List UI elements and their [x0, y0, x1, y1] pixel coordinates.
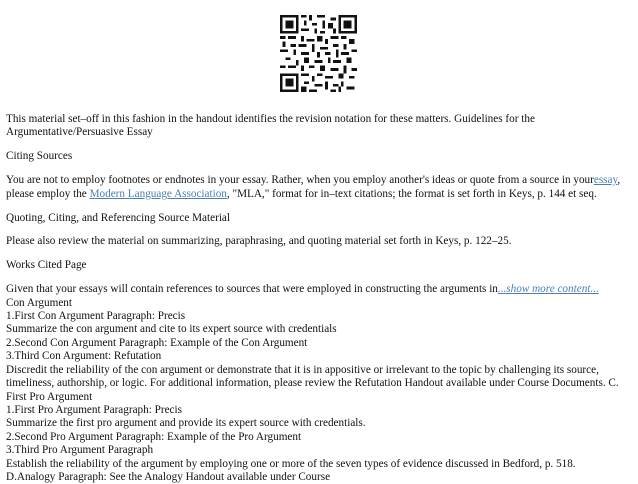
citing-text-2: , please employ the	[6, 174, 621, 200]
outline-line: 1.First Con Argument Paragraph: Precis	[6, 310, 186, 323]
outline-line: 1.First Pro Argument Paragraph: Precis	[6, 403, 182, 416]
citing-text-1: You are not to employ footnotes or endnotes in your essay. Rather, when you employ another's ideas or quote from a source in your	[6, 174, 594, 187]
outline-line: Summarize the first pro argument and provide its expert source with credentials.	[6, 417, 366, 430]
essay-link[interactable]: essay	[593, 174, 618, 187]
intro-paragraph: This material set–off in this fashion in the handout identifies the revision notation for these matters. Guidelines for the Argumentative/Persuasive Essay	[6, 113, 535, 139]
citing-sources-heading: Citing Sources	[6, 150, 73, 163]
outline-line: Summarize the con argument and cite to its expert source with credentials	[6, 323, 337, 336]
outline-line: 3.Third Pro Argument Paragraph	[6, 444, 154, 457]
document-body	[6, 113, 634, 484]
show-more-link[interactable]: ...show more content...	[497, 283, 599, 296]
quoting-heading: Quoting, Citing, and Referencing Source Material	[6, 211, 231, 224]
citing-sources-paragraph	[6, 174, 634, 201]
outline-line: 2.Second Con Argument Paragraph: Example of the Con Argument	[6, 336, 308, 349]
outline-line: D.Analogy Paragraph: See the Analogy Handout available under Course	[6, 470, 331, 483]
outline-line: Con Argument	[6, 296, 72, 309]
mla-link[interactable]: Modern Language Association	[89, 187, 227, 200]
outline-line: 2.Second Pro Argument Paragraph: Example of the Pro Argument	[6, 430, 302, 443]
qr-code-icon	[280, 15, 357, 92]
review-paragraph: Please also review the material on summarizing, paraphrasing, and quoting material set forth in Keys, p. 122–25.	[6, 235, 512, 248]
outline-line: 3.Third Con Argument: Refutation	[6, 350, 162, 363]
outline-section	[6, 283, 634, 484]
citing-text-3: , "MLA," format for in–text citations; the format is set forth in Keys, p. 144 et seq.	[226, 187, 597, 200]
outline-line: Discredit the reliability of the con argument or demonstrate that it is in appositive or irrelevant to the topic by challenging its source, timeliness, authorship, or logic. For additional information, please review the Refutation Handout available under Course Documents. C. First Pro Argument	[6, 363, 619, 403]
given-paragraph	[6, 283, 634, 296]
outline-line: Establish the reliability of the argument by employing one or more of the seven types of evidence discussed in Bedford, p. 518.	[6, 457, 576, 470]
qr-code	[280, 15, 357, 92]
given-text: Given that your essays will contain references to sources that were employed in constructing the arguments in	[6, 283, 498, 296]
works-cited-heading: Works Cited Page	[6, 259, 87, 272]
